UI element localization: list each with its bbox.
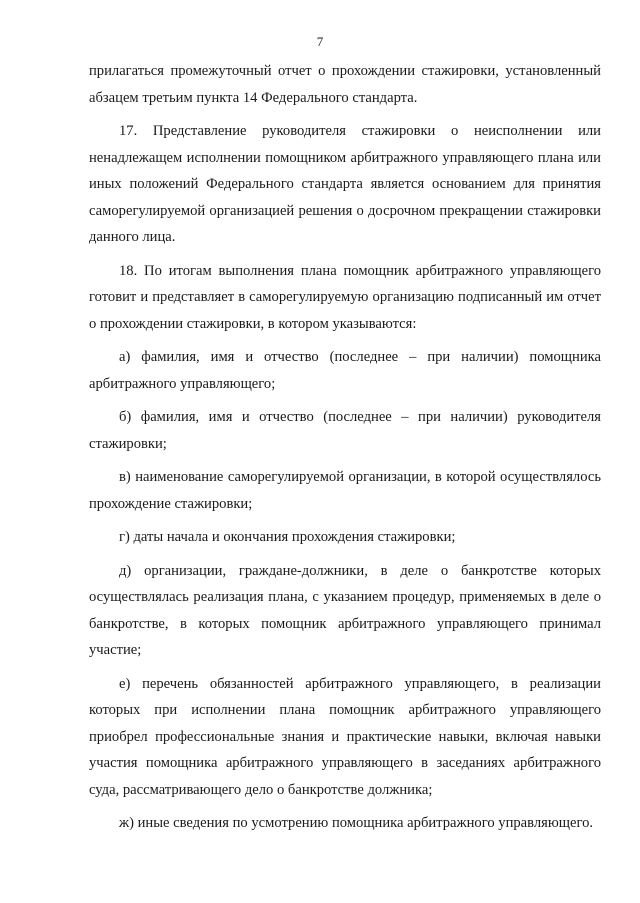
paragraph-item-17: 17. Представление руководителя стажировки о неисполнении или ненадлежащем исполнении помощником арбитражного управляющего плана или иных положений Федерального стандарта является основанием для принятия саморегулируемой организацией решения о досрочном прекращении стажировки данного лица.	[89, 123, 601, 245]
paragraph-item-18-v: в) наименование саморегулируемой организации, в которой осуществлялось прохождение стажировки;	[89, 469, 601, 512]
paragraph-continuation: прилагаться промежуточный отчет о прохождении стажировки, установленный абзацем третьим пункта 14 Федерального стандарта.	[89, 63, 601, 106]
page-number: 7	[316, 34, 324, 49]
paragraph-item-18: 18. По итогам выполнения плана помощник арбитражного управляющего готовит и представляет в саморегулируемую организацию подписанный им отчет о прохождении стажировки, в котором указываются:	[89, 262, 601, 332]
paragraph-item-18-d: д) организации, граждане-должники, в деле о банкротстве которых осуществлялась реализация плана, с указанием процедур, применяемых в деле о банкротстве, в которых помощник арбитражного управляющего принимал участие;	[89, 562, 601, 658]
paragraph-item-18-b: б) фамилия, имя и отчество (последнее – при наличии) руководителя стажировки;	[89, 409, 601, 452]
paragraph-item-18-g: г) даты начала и окончания прохождения стажировки;	[119, 529, 456, 545]
document-body	[89, 58, 601, 837]
paragraph-item-18-zh: ж) иные сведения по усмотрению помощника арбитражного управляющего.	[119, 815, 594, 831]
paragraph-item-18-a: а) фамилия, имя и отчество (последнее – при наличии) помощника арбитражного управляющего;	[89, 349, 601, 392]
paragraph-item-18-e: е) перечень обязанностей арбитражного управляющего, в реализации которых при исполнении плана помощник арбитражного управляющего приобрел профессиональные знания и практические навыки, включая навыки участия помощника арбитражного управляющего в заседаниях арбитражного суда, рассматривающего дело о банкротстве должника;	[89, 675, 601, 798]
